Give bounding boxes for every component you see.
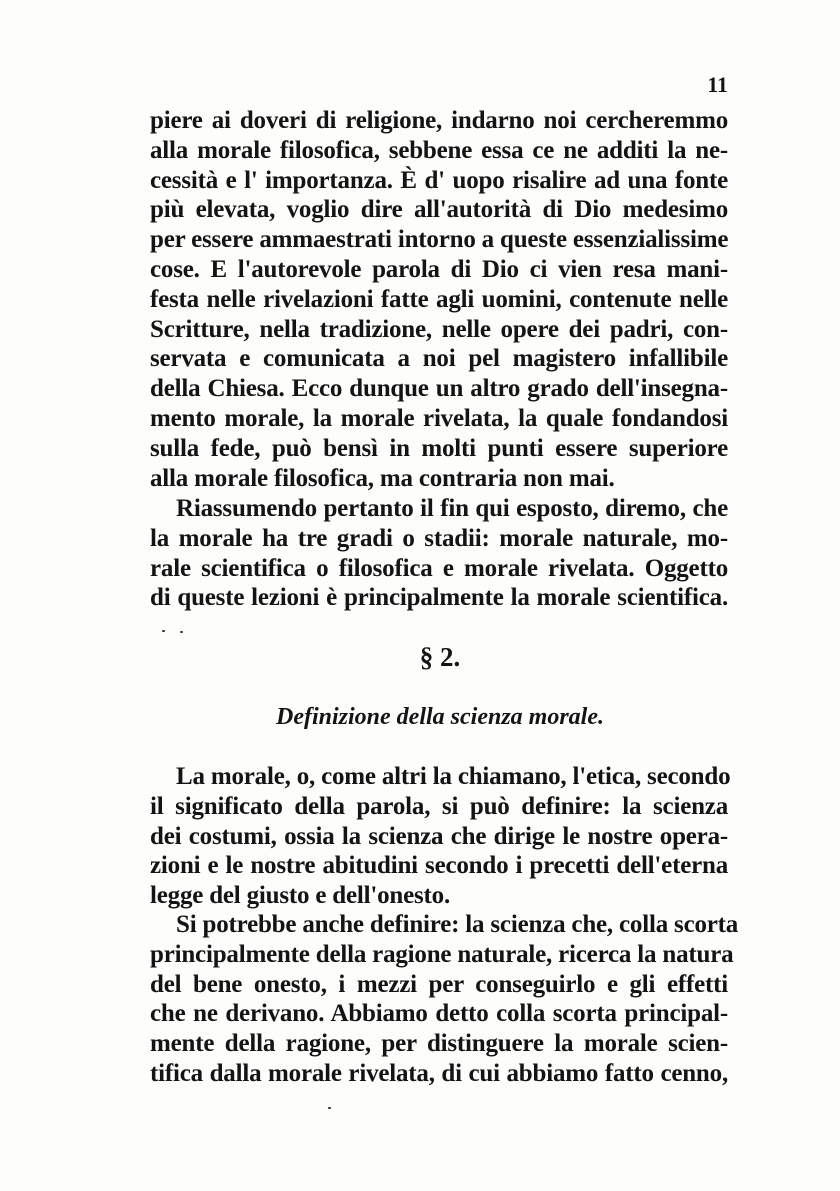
text-line: dei costumi, ossia la scienza che dirige le nostre opera-: [150, 822, 728, 850]
text-line: la morale ha tre gradi o stadii: morale naturale, mo-: [150, 524, 728, 552]
text-line: Riassumendo pertanto il fin qui esposto, diremo, che: [176, 495, 728, 522]
text-line: alla morale filosofica, sebbene essa ce ne additi la ne-: [150, 136, 728, 164]
section-number: § 2.: [419, 642, 461, 672]
paragraph-alternative: [150, 910, 739, 1089]
text-line: tifica dalla morale rivelata, di cui abbiamo fatto cenno,: [150, 1059, 728, 1087]
text-line: legge del giusto e dell'onesto.: [150, 882, 451, 910]
text-line: rale scientifica o filosofica e morale rivelata. Oggetto: [150, 554, 728, 582]
text-line: Scritture, nella tradizione, nelle opere dei padri, con-: [150, 315, 728, 343]
text-line: Si potrebbe anche definire: la scienza che, colla scorta: [176, 911, 739, 938]
section-title: Definizione della scienza morale.: [276, 704, 604, 730]
text-line: alla morale filosofica, ma contraria non mai.: [150, 464, 615, 492]
text-line: La morale, o, come altri la chiamano, l'etica, secondo: [176, 763, 731, 790]
text-line: per essere ammaestrati intorno a queste essenzialissime: [150, 226, 729, 254]
text-line: piere ai doveri di religione, indarno noi cercheremmo: [150, 107, 728, 134]
print-speck: [162, 630, 165, 632]
print-speck: [328, 1107, 331, 1109]
text-line: servata e comunicata a noi pel magistero infallibile: [150, 345, 728, 373]
text-line: cose. E l'autorevole parola di Dio ci vien resa mani-: [150, 255, 728, 283]
paragraph-definition: [150, 762, 731, 911]
text-line: mente della ragione, per distinguere la morale scien-: [150, 1030, 728, 1058]
text-line: che ne derivano. Abbiamo detto colla scorta principal-: [150, 1000, 728, 1028]
page-number: 11: [707, 72, 728, 97]
text-line: mento morale, la morale rivelata, la quale fondandosi: [150, 404, 728, 432]
text-line: principalmente della ragione naturale, ricerca la natura: [150, 940, 734, 968]
paragraph-continuation: [150, 106, 728, 493]
paragraph-summary: [150, 494, 728, 613]
text-line: zioni e le nostre abitudini secondo i precetti dell'eterna: [150, 852, 728, 880]
text-line: il significato della parola, si può definire: la scienza: [150, 792, 728, 820]
text-line: festa nelle rivelazioni fatte agli uomini, contenute nelle: [150, 285, 728, 313]
text-line: più elevata, voglio dire all'autorità di Dio medesimo: [150, 196, 728, 224]
text-line: di queste lezioni è principalmente la morale scientifica.: [150, 584, 728, 612]
text-line: cessità e l' importanza. È d' uopo risalire ad una fonte: [150, 166, 728, 194]
text-line: della Chiesa. Ecco dunque un altro grado dell'insegna-: [150, 375, 728, 403]
text-line: del bene onesto, i mezzi per conseguirlo e gli effetti: [150, 970, 728, 998]
print-speck: [180, 631, 183, 633]
text-line: sulla fede, può bensì in molti punti essere superiore: [150, 434, 728, 462]
